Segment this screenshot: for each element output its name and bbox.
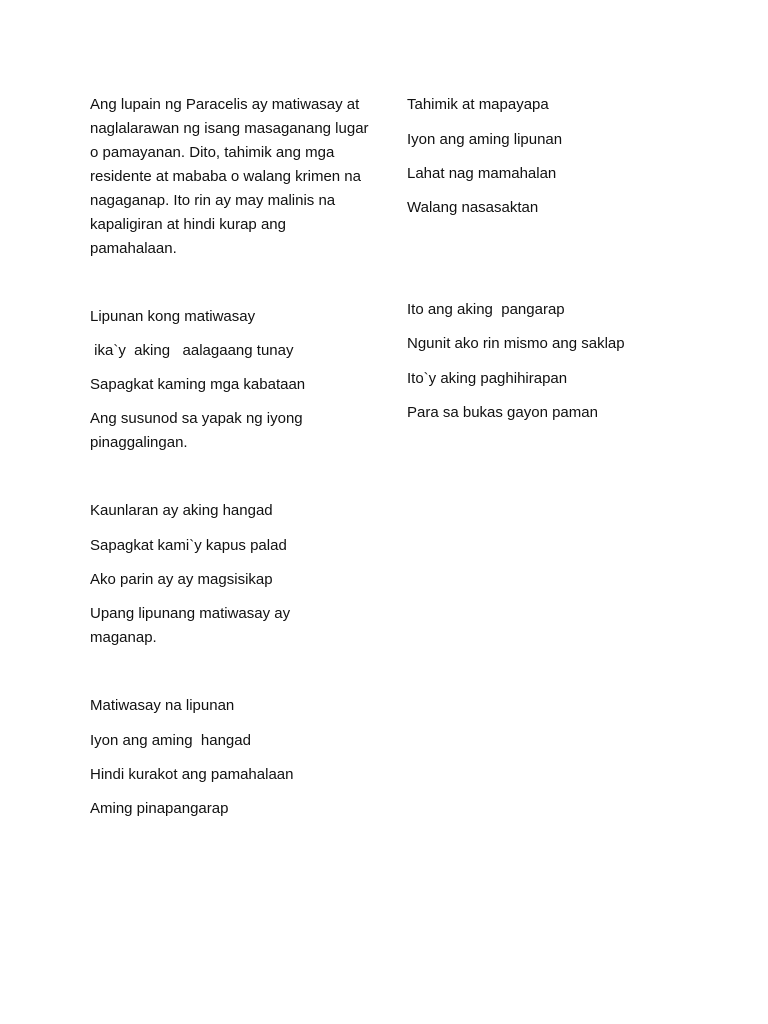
intro-paragraph: Ang lupain ng Paracelis ay matiwasay at naglalarawan ng isang masaganang lugar o pamayanan. Dito, tahimik ang mga residente at mababa o walang krimen na nagaganap. Ito rin ay may malinis na kapaligiran at hindi kurap ang pamahalaan.: [90, 96, 369, 257]
right-stanza1-line-1: Tahimik at mapayapa: [407, 96, 549, 113]
stanza2-line-1: Kaunlaran ay aking hangad: [90, 502, 273, 519]
stanza2-line-2: Sapagkat kami`y kapus palad: [90, 537, 287, 554]
stanza2-line-4: Upang lipunang matiwasay ay maganap.: [90, 605, 295, 646]
right-stanza2-line-2: Ngunit ako rin mismo ang saklap: [407, 335, 625, 352]
stanza1-line-1: Lipunan kong matiwasay: [90, 308, 256, 325]
stanza3-line-1: Matiwasay na lipunan: [90, 697, 235, 714]
right-stanza1-line-4: Walang nasasaktan: [407, 199, 539, 216]
right-stanza2-line-3: Ito`y aking paghihirapan: [407, 370, 568, 387]
stanza1-line-4: Ang susunod sa yapak ng iyong pinaggalingan.: [90, 410, 307, 451]
stanza2-line-3: Ako parin ay ay magsisikap: [90, 571, 273, 588]
right-stanza1-line-3: Lahat nag mamahalan: [407, 165, 557, 182]
right-stanza1-line-2: Iyon ang aming lipunan: [407, 131, 563, 148]
stanza3-line-2: Iyon ang aming hangad: [90, 732, 251, 749]
stanza3-line-3: Hindi kurakot ang pamahalaan: [90, 766, 294, 783]
stanza1-line-2: ika`y aking aalagaang tunay: [90, 342, 294, 359]
right-stanza2-line-4: Para sa bukas gayon paman: [407, 404, 598, 421]
stanza3-line-4: Aming pinapangarap: [90, 800, 229, 817]
stanza1-line-3: Sapagkat kaming mga kabataan: [90, 376, 306, 393]
right-stanza2-line-1: Ito ang aking pangarap: [407, 301, 565, 318]
